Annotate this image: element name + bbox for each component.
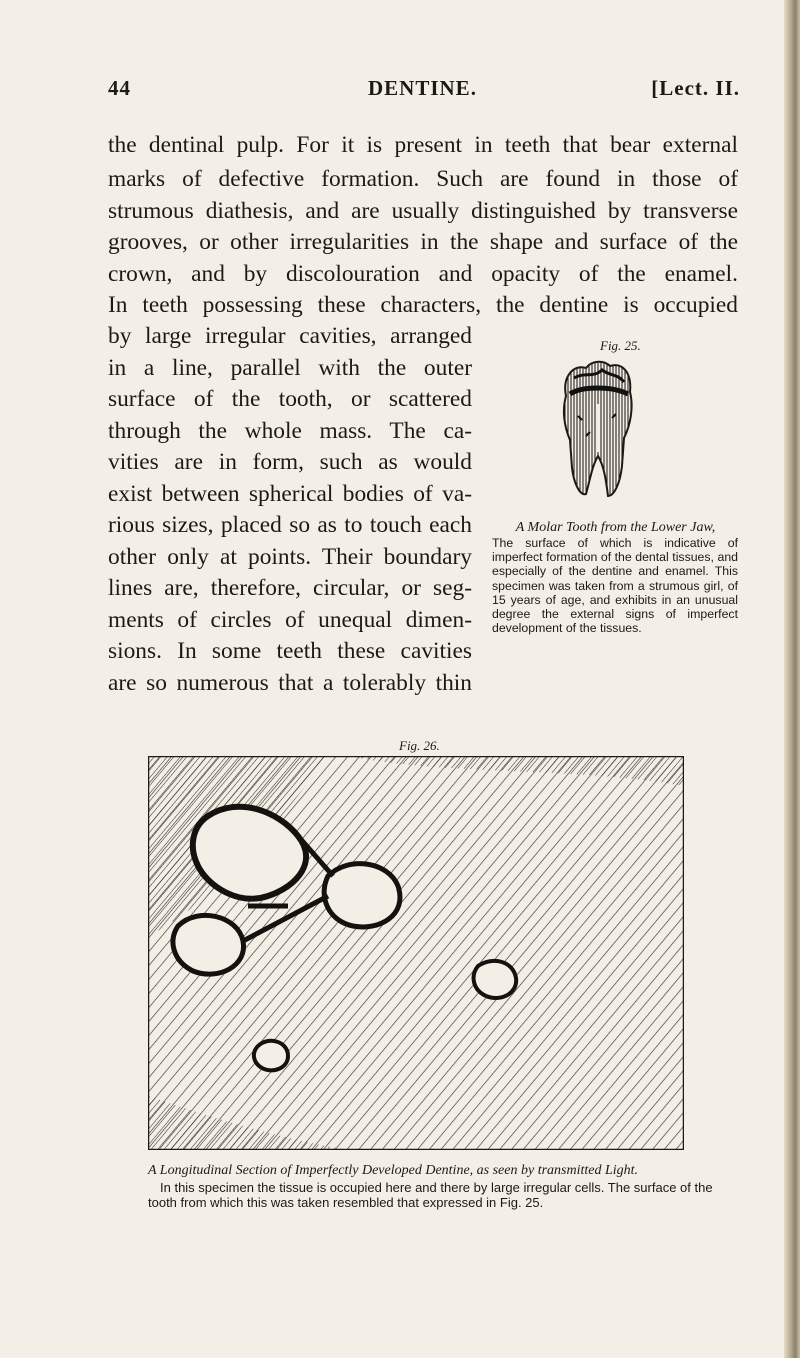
figure-25-label: Fig. 25. xyxy=(600,338,641,353)
molar-tooth-illustration xyxy=(552,356,642,502)
body-line: ments of circles of unequal dimen- xyxy=(108,607,472,633)
figure-26-label: Fig. 26. xyxy=(399,738,440,753)
body-line: grooves, or other irregularities in the shape and surface of the xyxy=(108,229,738,255)
page-number: 44 xyxy=(108,76,131,100)
body-line: crown, and by discolouration and opacity of the enamel. xyxy=(108,261,738,287)
running-title: DENTINE. xyxy=(368,76,477,100)
figure-25-caption-body: The surface of which is indicative of imperfect formation of the dental tissues, and especially of the dentine and enamel. This specimen was taken from a strumous girl, of 15 years of age, and exhibits in an unusual degree the external signs of imperfect development of the tissues. xyxy=(492,536,738,636)
body-line: sions. In some teeth these cavities xyxy=(108,638,472,664)
body-line: exist between spherical bodies of va- xyxy=(108,481,472,507)
body-line: through the whole mass. The ca- xyxy=(108,418,472,444)
page-header xyxy=(108,76,740,110)
body-line: lines are, therefore, circular, or seg- xyxy=(108,575,472,601)
body-line: the dentinal pulp. For it is present in teeth that bear external xyxy=(108,132,738,158)
body-line: by large irregular cavities, arranged xyxy=(108,323,472,349)
figure-26-caption-title: A Longitudinal Section of Imperfectly Developed Dentine, as seen by transmitted Light. xyxy=(148,1163,639,1178)
book-spine-edge xyxy=(784,0,800,1358)
figure-25-caption-title: A Molar Tooth from the Lower Jaw, xyxy=(515,520,716,535)
body-line: are so numerous that a tolerably thin xyxy=(108,670,472,696)
body-line: In teeth possessing these characters, the dentine is occupied xyxy=(108,292,738,318)
body-line: other only at points. Their boundary xyxy=(108,544,472,570)
figure-26-caption-body: In this specimen the tissue is occupied here and there by large irregular cells. The surface of the tooth from which this was taken resembled that expressed in Fig. 25. xyxy=(148,1180,713,1210)
body-line: surface of the tooth, or scattered xyxy=(108,386,472,412)
body-line: strumous diathesis, and are usually distinguished by transverse xyxy=(108,198,738,224)
body-line: vities are in form, such as would xyxy=(108,449,472,475)
lecture-section: [Lect. II. xyxy=(651,76,740,100)
dentine-section-illustration xyxy=(148,756,684,1150)
body-line: rious sizes, placed so as to touch each xyxy=(108,512,472,538)
body-line: marks of defective formation. Such are found in those of xyxy=(108,166,738,192)
body-line: in a line, parallel with the outer xyxy=(108,355,472,381)
